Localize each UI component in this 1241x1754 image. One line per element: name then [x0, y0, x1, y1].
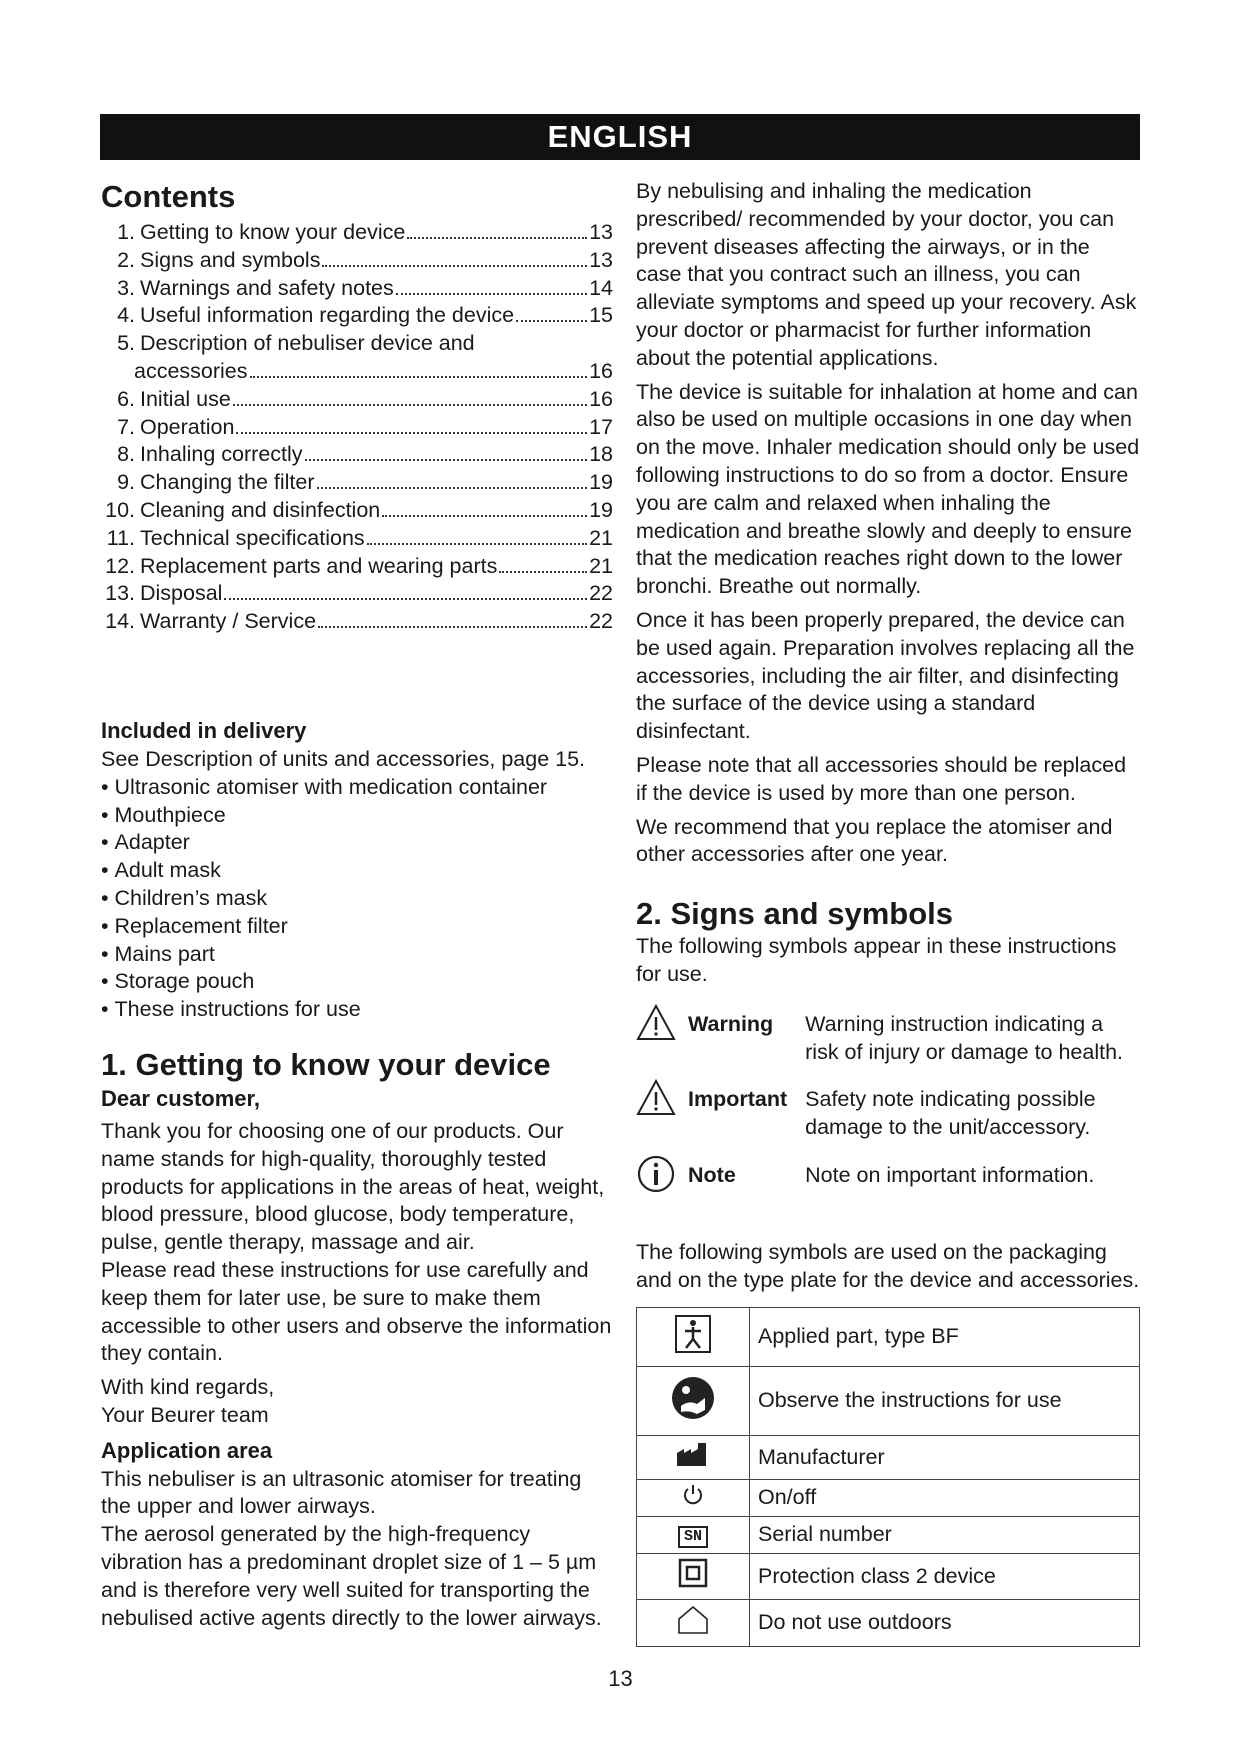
manufacturer-icon: [637, 1435, 750, 1479]
toc-title: Warnings and safety notes: [140, 275, 394, 300]
toc-entry[interactable]: [101, 247, 613, 275]
toc-title: Description of nebuliser device and: [140, 331, 475, 356]
toc-title: Replacement parts and wearing parts: [140, 553, 498, 578]
toc-entry[interactable]: [101, 580, 613, 608]
symbol-description: Observe the instructions for use: [750, 1366, 1140, 1435]
application-area-heading: Application area: [101, 1437, 273, 1463]
toc-leader: [499, 571, 587, 573]
list-item: • Mouthpiece: [101, 802, 613, 830]
list-item: • Storage pouch: [101, 968, 613, 996]
table-row: [637, 1479, 1140, 1516]
toc-leader: [305, 459, 588, 461]
protection-class-2-icon: [637, 1553, 750, 1599]
replacement-note: Please note that all accessories should be replaced if the device is used by more than one person.: [636, 752, 1127, 805]
toc-entry[interactable]: [101, 608, 613, 636]
toc-entry[interactable]: [101, 525, 613, 553]
greeting-heading: Dear customer,: [101, 1085, 260, 1111]
toc-page: 22: [589, 609, 613, 634]
toc-leader: [250, 376, 588, 378]
toc-page: 18: [589, 442, 613, 467]
toc-page: 16: [589, 358, 613, 383]
toc-leader: [318, 626, 587, 628]
toc-page: 19: [589, 497, 613, 522]
toc-entry[interactable]: [101, 469, 613, 497]
toc-leader: [224, 598, 587, 600]
read-instructions-icon: [637, 1366, 750, 1435]
symbol-description: Applied part, type BF: [750, 1307, 1140, 1366]
toc-leader: [233, 404, 587, 406]
toc-leader: [367, 543, 587, 545]
toc-number: 13.: [105, 581, 135, 606]
power-icon: [637, 1479, 750, 1516]
toc-entry[interactable]: [101, 441, 613, 469]
list-item: • Adult mask: [101, 857, 613, 885]
toc-title: Warranty / Service: [140, 609, 317, 634]
toc-page: 19: [589, 470, 613, 495]
toc-number: 8.: [117, 442, 135, 467]
toc-entry[interactable]: [101, 275, 613, 303]
section-1-heading: 1. Getting to know your device: [101, 1046, 551, 1082]
left-column: [101, 178, 613, 1632]
signature-line: Your Beurer team: [101, 1402, 269, 1427]
toc-leader: [396, 293, 587, 295]
suitability-paragraph: The device is suitable for inhalation at home and can also be used on multiple occasions in one day when on the move. Inhaler medication should only be used following instructions to do so from a doctor. Ensure you are calm and relaxed when inhaling the medication and breathe slowly and deeply to ensure that the medication reaches right down to the lower bronchi. Breathe out normally.: [636, 379, 1140, 599]
serial-number-icon: [637, 1516, 750, 1553]
symbol-description: Protection class 2 device: [750, 1553, 1140, 1599]
toc-page: 21: [589, 525, 613, 550]
toc-entry[interactable]: [101, 219, 613, 247]
info-circle-icon: [636, 1154, 688, 1199]
toc-leader: [317, 487, 588, 489]
table-row: [637, 1553, 1140, 1599]
toc-number: 11.: [106, 525, 135, 550]
symbol-description: Note on important information.: [805, 1162, 1095, 1187]
toc-number: 6.: [117, 386, 135, 411]
symbol-description: Safety note indicating possible damage to the unit/accessory.: [805, 1087, 1096, 1140]
toc-title: Useful information regarding the device: [140, 303, 515, 328]
toc-entry[interactable]: [101, 330, 613, 358]
toc-entry[interactable]: [101, 414, 613, 442]
toc-number: 4.: [117, 303, 135, 328]
packaging-symbols-table: [636, 1307, 1140, 1647]
toc-page: 15: [589, 303, 613, 328]
table-row: [637, 1435, 1140, 1479]
symbol-label: Note: [688, 1162, 736, 1187]
toc-title: Signs and symbols: [140, 247, 321, 272]
regards-line: With kind regards,: [101, 1375, 275, 1400]
symbol-description: Serial number: [750, 1516, 1140, 1553]
toc-number: 9.: [117, 470, 135, 495]
toc-entry[interactable]: [101, 553, 613, 581]
symbol-description: Warning instruction indicating a risk of injury or damage to health.: [805, 1011, 1124, 1064]
toc-page: 13: [589, 247, 613, 272]
symbol-label: Important: [688, 1087, 788, 1112]
toc-leader: [382, 515, 587, 517]
language-banner: ENGLISH: [100, 114, 1140, 160]
application-paragraph-1: This nebuliser is an ultrasonic atomiser for treating the upper and lower airways.: [101, 1466, 582, 1519]
toc-entry[interactable]: [101, 497, 613, 525]
delivery-heading: Included in delivery: [101, 717, 307, 743]
serial-number-mark: SN: [678, 1526, 708, 1548]
list-item: • Ultrasonic atomiser with medication container: [101, 774, 613, 802]
toc-number: 7.: [117, 414, 135, 439]
indoor-use-icon: [637, 1599, 750, 1646]
list-item: • Mains part: [101, 941, 613, 969]
section-2-heading: 2. Signs and symbols: [636, 896, 953, 932]
page-number: 13: [608, 1666, 633, 1691]
warning-triangle-icon: [636, 1003, 688, 1067]
toc-leader: [516, 320, 587, 322]
toc-title: Initial use: [140, 386, 231, 411]
toc-title: Changing the filter: [140, 470, 315, 495]
list-item: • Adapter: [101, 829, 613, 857]
toc-leader: [236, 432, 587, 434]
toc-entry[interactable]: [101, 302, 613, 330]
toc-title: Technical specifications: [140, 525, 365, 550]
toc-number: 5.: [117, 331, 135, 356]
toc-number: 2.: [117, 247, 135, 272]
toc-page: 14: [589, 275, 613, 300]
toc-number: 10.: [105, 497, 135, 522]
symbol-description: On/off: [750, 1479, 1140, 1516]
toc-entry[interactable]: [101, 358, 613, 386]
toc-number: 14.: [105, 609, 135, 634]
reuse-paragraph: Once it has been properly prepared, the device can be used again. Preparation involves replacing all the accessories, including the air filter, and disinfecting the surface of the device using a standard disinfectant.: [636, 607, 1135, 744]
symbols-legend: [636, 1003, 1140, 1199]
toc-title: accessories: [134, 358, 248, 383]
recommendation-paragraph: We recommend that you replace the atomiser and other accessories after one year.: [636, 814, 1113, 867]
toc-number: 3.: [117, 275, 135, 300]
delivery-list: [101, 774, 613, 1024]
toc-page: 13: [589, 220, 613, 244]
intro-paragraph: Thank you for choosing one of our products. Our name stands for high-quality, thoroughly tested products for applications in the areas of heat, weight, blood pressure, blood glucose, body temperature, pulse, gentle therapy, massage and air.: [101, 1118, 605, 1255]
toc-page: 17: [589, 414, 613, 439]
toc-number: 12.: [105, 553, 135, 578]
toc-leader: [322, 265, 587, 267]
toc-page: 16: [589, 386, 613, 411]
table-row: [637, 1516, 1140, 1553]
toc-page: 21: [589, 553, 613, 578]
instructions-paragraph: Please read these instructions for use carefully and keep them for later use, be sure to make them accessible to other users and observe the information they contain.: [101, 1257, 612, 1366]
toc-number: 1.: [117, 220, 135, 244]
toc-title: Disposal: [140, 581, 223, 606]
list-item: • Children’s mask: [101, 885, 613, 913]
toc-title: Getting to know your device: [140, 220, 406, 244]
symbol-description: Manufacturer: [750, 1435, 1140, 1479]
toc-page: 22: [589, 581, 613, 606]
toc-leader: [407, 237, 587, 239]
delivery-intro: See Description of units and accessories, page 15.: [101, 746, 586, 771]
toc-title: Inhaling correctly: [140, 442, 303, 467]
symbol-label: Warning: [688, 1011, 774, 1036]
warning-triangle-icon: [636, 1078, 688, 1142]
toc-title: Cleaning and disinfection: [140, 497, 381, 522]
benefit-paragraph: By nebulising and inhaling the medication prescribed/ recommended by your doctor, you can prevent diseases affecting the airways, or in the case that you contract such an illness, you can alleviate symptoms and speed up your recovery. Ask your doctor or pharmacist for further information about the potential applications.: [636, 179, 1137, 370]
contents-heading: Contents: [101, 179, 236, 214]
table-row: [637, 1366, 1140, 1435]
packaging-symbols-intro: The following symbols are used on the packaging and on the type plate for the device and accessories.: [636, 1239, 1140, 1292]
list-item: • These instructions for use: [101, 996, 613, 1024]
table-row: [637, 1599, 1140, 1646]
list-item: • Replacement filter: [101, 913, 613, 941]
symbol-description: Do not use outdoors: [750, 1599, 1140, 1646]
applied-part-bf-icon: [637, 1307, 750, 1366]
toc-entry[interactable]: [101, 386, 613, 414]
right-column: [636, 178, 1140, 1647]
table-row: [637, 1307, 1140, 1366]
table-of-contents: [101, 219, 613, 636]
symbols-intro: The following symbols appear in these instructions for use.: [636, 934, 1117, 986]
application-paragraph-2: The aerosol generated by the high-frequency vibration has a predominant droplet size of 1 – 5 µm and is therefore very well suited for transporting the nebulised active agents directly to the lower airways.: [101, 1522, 602, 1630]
toc-title: Operation: [140, 414, 235, 439]
